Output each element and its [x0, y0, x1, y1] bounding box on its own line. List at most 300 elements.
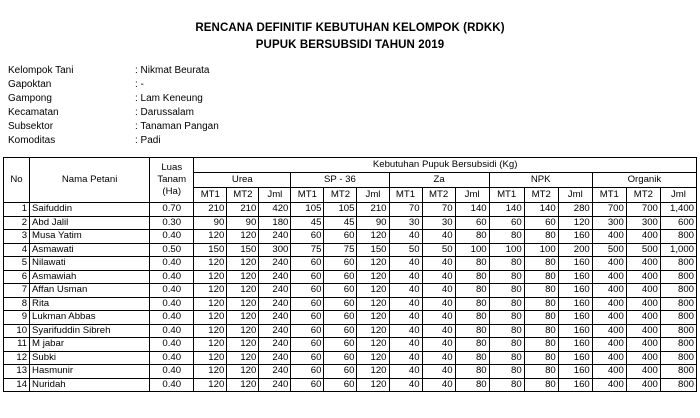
cell-value: 120	[227, 378, 259, 392]
table-row	[4, 324, 697, 338]
document-subtitle: PUPUK BERSUBSIDI TAHUN 2019	[255, 39, 445, 51]
table-row	[4, 284, 697, 298]
cell-value: 210	[194, 203, 227, 217]
cell-value: 80	[489, 230, 524, 244]
cell-value: 210	[227, 203, 259, 217]
cell-value: 60	[291, 338, 324, 352]
cell-value: 800	[660, 311, 696, 325]
cell-value: 400	[592, 378, 626, 392]
cell-no: 14	[4, 378, 30, 392]
cell-value: 90	[357, 216, 389, 230]
cell-value: 105	[324, 203, 357, 217]
cell-value: 40	[422, 270, 455, 284]
cell-luas: 0.40	[150, 230, 194, 244]
cell-luas: 0.40	[150, 351, 194, 365]
cell-value: 400	[592, 338, 626, 352]
info-value: : Nikmat Beurata	[135, 65, 210, 76]
cell-value: 240	[259, 230, 291, 244]
cell-value: 400	[626, 270, 660, 284]
cell-value: 40	[422, 378, 455, 392]
cell-value: 60	[324, 297, 357, 311]
cell-value: 160	[558, 365, 592, 379]
cell-value: 240	[259, 338, 291, 352]
info-label: Gampong	[8, 93, 52, 105]
cell-value: 400	[626, 378, 660, 392]
header-sub: Jml	[259, 188, 291, 203]
cell-value: 40	[422, 230, 455, 244]
cell-value: 160	[558, 311, 592, 325]
cell-value: 800	[660, 230, 696, 244]
cell-value: 120	[357, 270, 389, 284]
info-label: Kelompok Tani	[8, 65, 74, 76]
cell-value: 800	[660, 297, 696, 311]
header-sub: Jml	[660, 188, 696, 203]
table-row	[4, 351, 697, 365]
cell-value: 120	[194, 351, 227, 365]
header-sub: MT2	[324, 188, 357, 203]
cell-value: 60	[324, 311, 357, 325]
rdkk-table	[3, 157, 697, 392]
cell-value: 120	[194, 311, 227, 325]
cell-value: 140	[489, 203, 524, 217]
cell-value: 120	[357, 230, 389, 244]
info-label: Gapoktan	[8, 79, 52, 91]
cell-value: 60	[291, 270, 324, 284]
cell-value: 120	[357, 365, 389, 379]
cell-luas: 0.70	[150, 203, 194, 217]
cell-value: 1,000	[660, 243, 696, 257]
cell-no: 9	[4, 311, 30, 325]
cell-nama: Abd Jalil	[30, 216, 150, 230]
cell-value: 40	[422, 311, 455, 325]
cell-value: 120	[357, 351, 389, 365]
cell-value: 140	[455, 203, 489, 217]
cell-value: 120	[227, 257, 259, 271]
cell-value: 700	[592, 203, 626, 217]
cell-value: 400	[592, 257, 626, 271]
header-sub: MT1	[194, 188, 227, 203]
cell-value: 400	[626, 365, 660, 379]
cell-value: 240	[259, 324, 291, 338]
cell-value: 40	[422, 351, 455, 365]
cell-no: 7	[4, 284, 30, 298]
header-group-npk: NPK	[489, 173, 592, 188]
cell-value: 500	[626, 243, 660, 257]
cell-nama: Musa Yatim	[30, 230, 150, 244]
cell-no: 10	[4, 324, 30, 338]
cell-value: 160	[558, 351, 592, 365]
cell-value: 80	[524, 351, 558, 365]
cell-value: 30	[389, 216, 422, 230]
header-kebutuhan: Kebutuhan Pupuk Bersubsidi (Kg)	[194, 158, 697, 173]
cell-no: 13	[4, 365, 30, 379]
info-row	[8, 92, 219, 106]
info-row	[8, 78, 219, 92]
cell-value: 240	[259, 284, 291, 298]
cell-value: 240	[259, 297, 291, 311]
header-sub: Jml	[357, 188, 389, 203]
header-sub: MT1	[389, 188, 422, 203]
cell-value: 80	[524, 311, 558, 325]
cell-value: 120	[227, 270, 259, 284]
cell-value: 60	[291, 365, 324, 379]
cell-value: 120	[227, 324, 259, 338]
cell-value: 150	[194, 243, 227, 257]
header-group-organik: Organik	[592, 173, 696, 188]
cell-value: 40	[389, 297, 422, 311]
cell-nama: M jabar	[30, 338, 150, 352]
cell-value: 40	[389, 230, 422, 244]
cell-value: 180	[259, 216, 291, 230]
cell-value: 120	[558, 216, 592, 230]
cell-value: 400	[592, 311, 626, 325]
cell-value: 40	[422, 257, 455, 271]
cell-value: 120	[357, 378, 389, 392]
header-luas-line3: (Ha)	[162, 186, 182, 197]
cell-nama: Subki	[30, 351, 150, 365]
cell-value: 400	[592, 297, 626, 311]
cell-value: 120	[357, 311, 389, 325]
cell-value: 400	[626, 297, 660, 311]
cell-value: 80	[489, 365, 524, 379]
table-row	[4, 203, 697, 217]
info-value: : Padi	[135, 135, 161, 147]
cell-value: 120	[194, 230, 227, 244]
header-sub: MT2	[626, 188, 660, 203]
cell-value: 400	[592, 351, 626, 365]
cell-value: 60	[291, 311, 324, 325]
cell-value: 120	[357, 297, 389, 311]
cell-value: 120	[194, 297, 227, 311]
cell-value: 40	[389, 270, 422, 284]
cell-value: 700	[626, 203, 660, 217]
cell-no: 6	[4, 270, 30, 284]
cell-value: 80	[455, 378, 489, 392]
cell-value: 120	[227, 297, 259, 311]
cell-value: 800	[660, 324, 696, 338]
cell-value: 240	[259, 270, 291, 284]
cell-value: 800	[660, 284, 696, 298]
header-sub: MT1	[291, 188, 324, 203]
cell-value: 800	[660, 257, 696, 271]
info-label: Subsektor	[8, 121, 54, 133]
cell-value: 80	[489, 257, 524, 271]
cell-value: 60	[324, 257, 357, 271]
cell-value: 60	[524, 216, 558, 230]
cell-value: 160	[558, 324, 592, 338]
cell-value: 40	[389, 351, 422, 365]
cell-value: 240	[259, 351, 291, 365]
cell-value: 75	[291, 243, 324, 257]
header-luas-line1: Luas	[161, 162, 183, 173]
cell-no: 1	[4, 203, 30, 217]
cell-value: 120	[194, 378, 227, 392]
cell-value: 60	[324, 230, 357, 244]
cell-value: 280	[558, 203, 592, 217]
cell-luas: 0.50	[150, 243, 194, 257]
cell-value: 400	[626, 257, 660, 271]
cell-value: 160	[558, 297, 592, 311]
cell-value: 40	[422, 297, 455, 311]
cell-luas: 0.40	[150, 270, 194, 284]
cell-nama: Asmawati	[30, 243, 150, 257]
cell-value: 60	[324, 338, 357, 352]
cell-luas: 0.40	[150, 324, 194, 338]
cell-value: 240	[259, 257, 291, 271]
cell-nama: Affan Usman	[30, 284, 150, 298]
cell-value: 400	[626, 351, 660, 365]
table-row	[4, 311, 697, 325]
cell-value: 75	[324, 243, 357, 257]
cell-value: 40	[389, 311, 422, 325]
cell-value: 300	[259, 243, 291, 257]
cell-value: 40	[422, 324, 455, 338]
cell-value: 80	[455, 297, 489, 311]
cell-value: 200	[558, 243, 592, 257]
group-info	[8, 64, 219, 149]
header-sub: MT2	[524, 188, 558, 203]
info-value: : Lam Keneung	[135, 93, 203, 105]
cell-value: 400	[592, 270, 626, 284]
cell-value: 800	[660, 270, 696, 284]
cell-value: 120	[194, 338, 227, 352]
cell-value: 400	[592, 365, 626, 379]
cell-value: 80	[489, 378, 524, 392]
table-row	[4, 216, 697, 230]
cell-value: 40	[389, 257, 422, 271]
cell-value: 60	[324, 365, 357, 379]
cell-nama: Nuridah	[30, 378, 150, 392]
cell-value: 60	[291, 324, 324, 338]
cell-value: 100	[489, 243, 524, 257]
cell-value: 210	[357, 203, 389, 217]
cell-value: 160	[558, 230, 592, 244]
cell-value: 90	[227, 216, 259, 230]
cell-value: 120	[227, 284, 259, 298]
cell-value: 400	[626, 311, 660, 325]
info-label: Kecamatan	[8, 107, 59, 119]
cell-value: 120	[357, 284, 389, 298]
header-nama-petani: Nama Petani	[30, 158, 150, 203]
cell-value: 70	[389, 203, 422, 217]
cell-value: 30	[422, 216, 455, 230]
info-value: : Tanaman Pangan	[135, 121, 219, 133]
cell-value: 80	[524, 297, 558, 311]
header-group-sp36: SP - 36	[291, 173, 389, 188]
cell-value: 80	[524, 378, 558, 392]
cell-nama: Asmawiah	[30, 270, 150, 284]
cell-value: 60	[291, 378, 324, 392]
info-row	[8, 120, 219, 134]
table-row	[4, 378, 697, 392]
cell-value: 40	[389, 378, 422, 392]
table-row	[4, 257, 697, 271]
cell-value: 400	[592, 324, 626, 338]
cell-value: 80	[455, 365, 489, 379]
header-luas-tanam	[150, 158, 194, 203]
header-sub: Jml	[558, 188, 592, 203]
cell-value: 80	[489, 324, 524, 338]
cell-value: 100	[455, 243, 489, 257]
header-sub: MT1	[489, 188, 524, 203]
cell-value: 120	[357, 338, 389, 352]
cell-nama: Nilawati	[30, 257, 150, 271]
cell-value: 40	[389, 324, 422, 338]
cell-value: 240	[259, 378, 291, 392]
cell-value: 80	[455, 311, 489, 325]
cell-nama: Lukman Abbas	[30, 311, 150, 325]
cell-value: 80	[524, 230, 558, 244]
cell-value: 120	[357, 257, 389, 271]
cell-value: 80	[524, 365, 558, 379]
cell-value: 60	[324, 351, 357, 365]
info-value: : Darussalam	[135, 107, 194, 119]
cell-value: 50	[422, 243, 455, 257]
cell-value: 60	[291, 297, 324, 311]
cell-value: 80	[489, 270, 524, 284]
cell-value: 120	[194, 257, 227, 271]
cell-value: 60	[324, 378, 357, 392]
cell-value: 240	[259, 311, 291, 325]
cell-value: 60	[291, 257, 324, 271]
cell-no: 11	[4, 338, 30, 352]
cell-value: 80	[489, 351, 524, 365]
cell-value: 80	[455, 351, 489, 365]
cell-value: 420	[259, 203, 291, 217]
cell-value: 60	[489, 216, 524, 230]
table-row	[4, 270, 697, 284]
cell-luas: 0.40	[150, 311, 194, 325]
cell-value: 100	[524, 243, 558, 257]
cell-value: 80	[524, 284, 558, 298]
cell-value: 120	[194, 284, 227, 298]
header-sub: MT2	[422, 188, 455, 203]
cell-value: 500	[592, 243, 626, 257]
cell-luas: 0.30	[150, 216, 194, 230]
cell-value: 120	[227, 365, 259, 379]
cell-no: 2	[4, 216, 30, 230]
info-row	[8, 106, 219, 120]
cell-value: 300	[626, 216, 660, 230]
header-no: No	[4, 158, 30, 203]
info-label: Komoditas	[8, 135, 56, 147]
cell-nama: Rita	[30, 297, 150, 311]
cell-value: 160	[558, 270, 592, 284]
table-row	[4, 243, 697, 257]
cell-luas: 0.40	[150, 257, 194, 271]
cell-value: 160	[558, 338, 592, 352]
cell-value: 80	[455, 284, 489, 298]
cell-no: 3	[4, 230, 30, 244]
cell-value: 80	[524, 257, 558, 271]
cell-luas: 0.40	[150, 365, 194, 379]
cell-value: 120	[357, 324, 389, 338]
cell-value: 80	[524, 338, 558, 352]
cell-value: 300	[592, 216, 626, 230]
cell-value: 105	[291, 203, 324, 217]
cell-value: 80	[455, 338, 489, 352]
cell-value: 45	[291, 216, 324, 230]
cell-value: 160	[558, 257, 592, 271]
cell-value: 50	[389, 243, 422, 257]
cell-value: 800	[660, 365, 696, 379]
header-group-za: Za	[389, 173, 489, 188]
cell-value: 40	[389, 284, 422, 298]
cell-value: 70	[422, 203, 455, 217]
info-row	[8, 134, 219, 148]
cell-value: 40	[389, 338, 422, 352]
cell-value: 800	[660, 351, 696, 365]
cell-value: 1,400	[660, 203, 696, 217]
header-sub: MT1	[592, 188, 626, 203]
cell-value: 80	[455, 230, 489, 244]
cell-value: 60	[324, 270, 357, 284]
cell-value: 120	[194, 365, 227, 379]
cell-luas: 0.40	[150, 338, 194, 352]
cell-nama: Saifuddin	[30, 203, 150, 217]
cell-value: 160	[558, 284, 592, 298]
cell-value: 60	[291, 351, 324, 365]
cell-value: 80	[455, 270, 489, 284]
header-group-urea: Urea	[194, 173, 291, 188]
cell-value: 120	[194, 270, 227, 284]
cell-value: 240	[259, 365, 291, 379]
info-row	[8, 64, 219, 78]
cell-value: 80	[489, 338, 524, 352]
cell-value: 120	[194, 324, 227, 338]
cell-luas: 0.40	[150, 297, 194, 311]
cell-value: 80	[489, 311, 524, 325]
table-row	[4, 365, 697, 379]
cell-value: 400	[592, 284, 626, 298]
cell-value: 40	[389, 365, 422, 379]
cell-no: 12	[4, 351, 30, 365]
header-luas-line2: Tanam	[157, 174, 187, 185]
cell-value: 400	[626, 338, 660, 352]
cell-value: 600	[660, 216, 696, 230]
cell-value: 60	[324, 284, 357, 298]
cell-value: 400	[626, 284, 660, 298]
cell-value: 140	[524, 203, 558, 217]
table-row	[4, 297, 697, 311]
cell-no: 4	[4, 243, 30, 257]
header-sub: MT2	[227, 188, 259, 203]
cell-value: 45	[324, 216, 357, 230]
header-sub: Jml	[455, 188, 489, 203]
table-row	[4, 338, 697, 352]
cell-value: 60	[455, 216, 489, 230]
cell-no: 8	[4, 297, 30, 311]
cell-value: 120	[227, 351, 259, 365]
cell-value: 120	[227, 230, 259, 244]
cell-value: 150	[357, 243, 389, 257]
cell-value: 120	[227, 338, 259, 352]
cell-value: 150	[227, 243, 259, 257]
cell-luas: 0.40	[150, 284, 194, 298]
cell-value: 400	[626, 230, 660, 244]
info-value: : -	[135, 79, 144, 91]
cell-value: 80	[455, 257, 489, 271]
cell-value: 400	[592, 230, 626, 244]
cell-value: 400	[626, 324, 660, 338]
cell-luas: 0.40	[150, 378, 194, 392]
cell-value: 60	[324, 324, 357, 338]
cell-value: 120	[227, 311, 259, 325]
cell-value: 40	[422, 365, 455, 379]
cell-value: 80	[524, 270, 558, 284]
cell-value: 90	[194, 216, 227, 230]
cell-value: 800	[660, 378, 696, 392]
